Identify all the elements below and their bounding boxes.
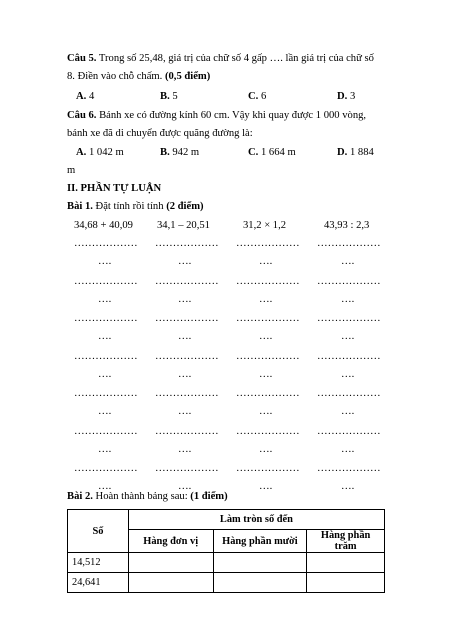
table-cell-number: 14,512 <box>68 553 129 573</box>
answer-dots-short: …. <box>98 443 112 455</box>
answer-dots-short: …. <box>178 368 192 380</box>
answer-dots-short: …. <box>178 293 192 305</box>
bai2-points: (1 điểm) <box>190 491 228 502</box>
q5-text-2: 8. Điền vào chỗ chấm. <box>67 71 165 82</box>
answer-dots-short: …. <box>98 331 112 342</box>
answer-dots-short: …. <box>259 256 273 267</box>
table-cell-answer[interactable] <box>128 553 213 573</box>
answer-dots-short: …. <box>178 481 192 492</box>
answer-dots-short: …. <box>178 443 192 455</box>
q6-label: Câu 6. <box>67 110 97 121</box>
bai1-label: Bài 1. <box>67 201 93 212</box>
answer-dots-short: …. <box>259 368 273 380</box>
answer-dots-long: ……………… <box>236 388 300 399</box>
q6-text-1: Bánh xe có đường kính 60 cm. Vậy khi quay được 1 000 vòng, <box>96 110 367 121</box>
answer-dots-long: ……………… <box>236 463 300 474</box>
answer-dots-short: …. <box>341 481 355 492</box>
answer-dots-long: ……………… <box>155 388 219 399</box>
answer-dots-long: ……………… <box>236 313 300 324</box>
bai1-text: Đặt tính rồi tính <box>92 201 167 212</box>
answer-dots-long: ……………… <box>236 350 300 362</box>
answer-dots-short: …. <box>98 256 112 267</box>
answer-dots-short: …. <box>259 481 273 492</box>
answer-dots-short: …. <box>341 406 355 417</box>
answer-dots-long: ……………… <box>74 388 138 399</box>
answer-dots-short: …. <box>341 368 355 380</box>
answer-dots-long: ……………… <box>317 350 381 362</box>
q5-points: (0,5 điểm) <box>164 71 211 82</box>
table-header-hundredths: Hàng phần trăm <box>307 530 385 553</box>
table-cell-answer[interactable] <box>213 553 307 573</box>
answer-dots-short: …. <box>178 331 192 342</box>
q5-option-a[interactable]: A. 4 <box>76 91 95 102</box>
answer-dots-short: …. <box>341 331 355 342</box>
bai1-heading <box>67 200 204 214</box>
table-row <box>68 573 385 593</box>
table-cell-answer[interactable] <box>128 573 213 593</box>
q6-option-a[interactable]: A. 1 042 m <box>76 147 124 158</box>
table-header-number: Số <box>68 510 129 553</box>
q5-option-b[interactable]: B. 5 <box>160 91 178 102</box>
q6-option-d-wrap: m <box>67 165 76 176</box>
answer-dots-long: ……………… <box>74 238 138 249</box>
answer-dots-short: …. <box>341 293 355 305</box>
answer-dots-long: ……………… <box>317 388 381 399</box>
answer-dots-long: ……………… <box>74 275 138 287</box>
answer-dots-short: …. <box>98 368 112 380</box>
bai2-label: Bài 2. <box>67 491 93 502</box>
answer-dots-long: ……………… <box>317 238 381 249</box>
q6-line-2: bánh xe đã di chuyển được quãng đường là: <box>67 128 253 139</box>
answer-dots-long: ……………… <box>317 463 381 474</box>
answer-dots-short: …. <box>259 443 273 455</box>
answer-dots-short: …. <box>259 406 273 417</box>
bai2-heading <box>67 490 228 504</box>
answer-dots-short: …. <box>259 331 273 342</box>
answer-dots-long: ……………… <box>74 425 138 437</box>
answer-dots-long: ……………… <box>155 238 219 249</box>
answer-dots-long: ……………… <box>155 313 219 324</box>
answer-dots-long: ……………… <box>74 313 138 324</box>
answer-dots-long: ……………… <box>317 425 381 437</box>
answer-dots-short: …. <box>341 256 355 267</box>
bai1-expression-4: 43,93 : 2,3 <box>324 220 370 231</box>
bai1-expression-3: 31,2 × 1,2 <box>243 220 287 231</box>
answer-dots-long: ……………… <box>236 425 300 437</box>
q5-option-d[interactable]: D. 3 <box>337 91 356 102</box>
answer-dots-long: ……………… <box>155 463 219 474</box>
bai2-text: Hoàn thành bảng sau: <box>92 491 191 502</box>
table-row <box>68 553 385 573</box>
q5-label: Câu 5. <box>67 53 97 64</box>
q6-option-c[interactable]: C. 1 664 m <box>248 147 296 158</box>
q5-line-2 <box>67 70 210 84</box>
answer-dots-short: …. <box>98 293 112 305</box>
answer-dots-long: ……………… <box>317 313 381 324</box>
q5-option-c[interactable]: C. 6 <box>248 91 267 102</box>
answer-dots-long: ……………… <box>155 350 219 362</box>
answer-dots-long: ……………… <box>236 238 300 249</box>
table-cell-number: 24,641 <box>68 573 129 593</box>
answer-dots-short: …. <box>98 481 112 492</box>
table-header-units: Hàng đơn vị <box>128 530 213 553</box>
q6-option-b[interactable]: B. 942 m <box>160 147 200 158</box>
q6-option-d[interactable]: D. 1 884 <box>337 147 374 158</box>
answer-dots-long: ……………… <box>74 350 138 362</box>
q5-line-1 <box>67 52 374 66</box>
answer-dots-short: …. <box>341 443 355 455</box>
table-cell-answer[interactable] <box>307 553 385 573</box>
answer-dots-long: ……………… <box>155 275 219 287</box>
answer-dots-short: …. <box>178 256 192 267</box>
bai1-points: (2 điểm) <box>166 201 204 212</box>
answer-dots-short: …. <box>178 406 192 417</box>
section-2-title: II. PHẦN TỰ LUẬN <box>67 183 162 194</box>
rounding-table <box>67 509 385 593</box>
answer-dots-long: ……………… <box>236 275 300 287</box>
q5-text-1: Trong số 25,48, giá trị của chữ số 4 gấp …. lần giá trị của chữ số <box>96 53 374 64</box>
table-cell-answer[interactable] <box>213 573 307 593</box>
table-header-tenths: Hàng phần mười <box>213 530 307 553</box>
bai1-expression-2: 34,1 – 20,51 <box>157 220 210 231</box>
bai1-expression-1: 34,68 + 40,09 <box>74 220 133 231</box>
answer-dots-long: ……………… <box>155 425 219 437</box>
answer-dots-short: …. <box>98 406 112 417</box>
answer-dots-short: …. <box>259 293 273 305</box>
table-cell-answer[interactable] <box>307 573 385 593</box>
table-header-group: Làm tròn số đến <box>128 510 384 530</box>
answer-dots-long: ……………… <box>74 463 138 474</box>
q6-line-1 <box>67 109 366 123</box>
answer-dots-long: ……………… <box>317 275 381 287</box>
